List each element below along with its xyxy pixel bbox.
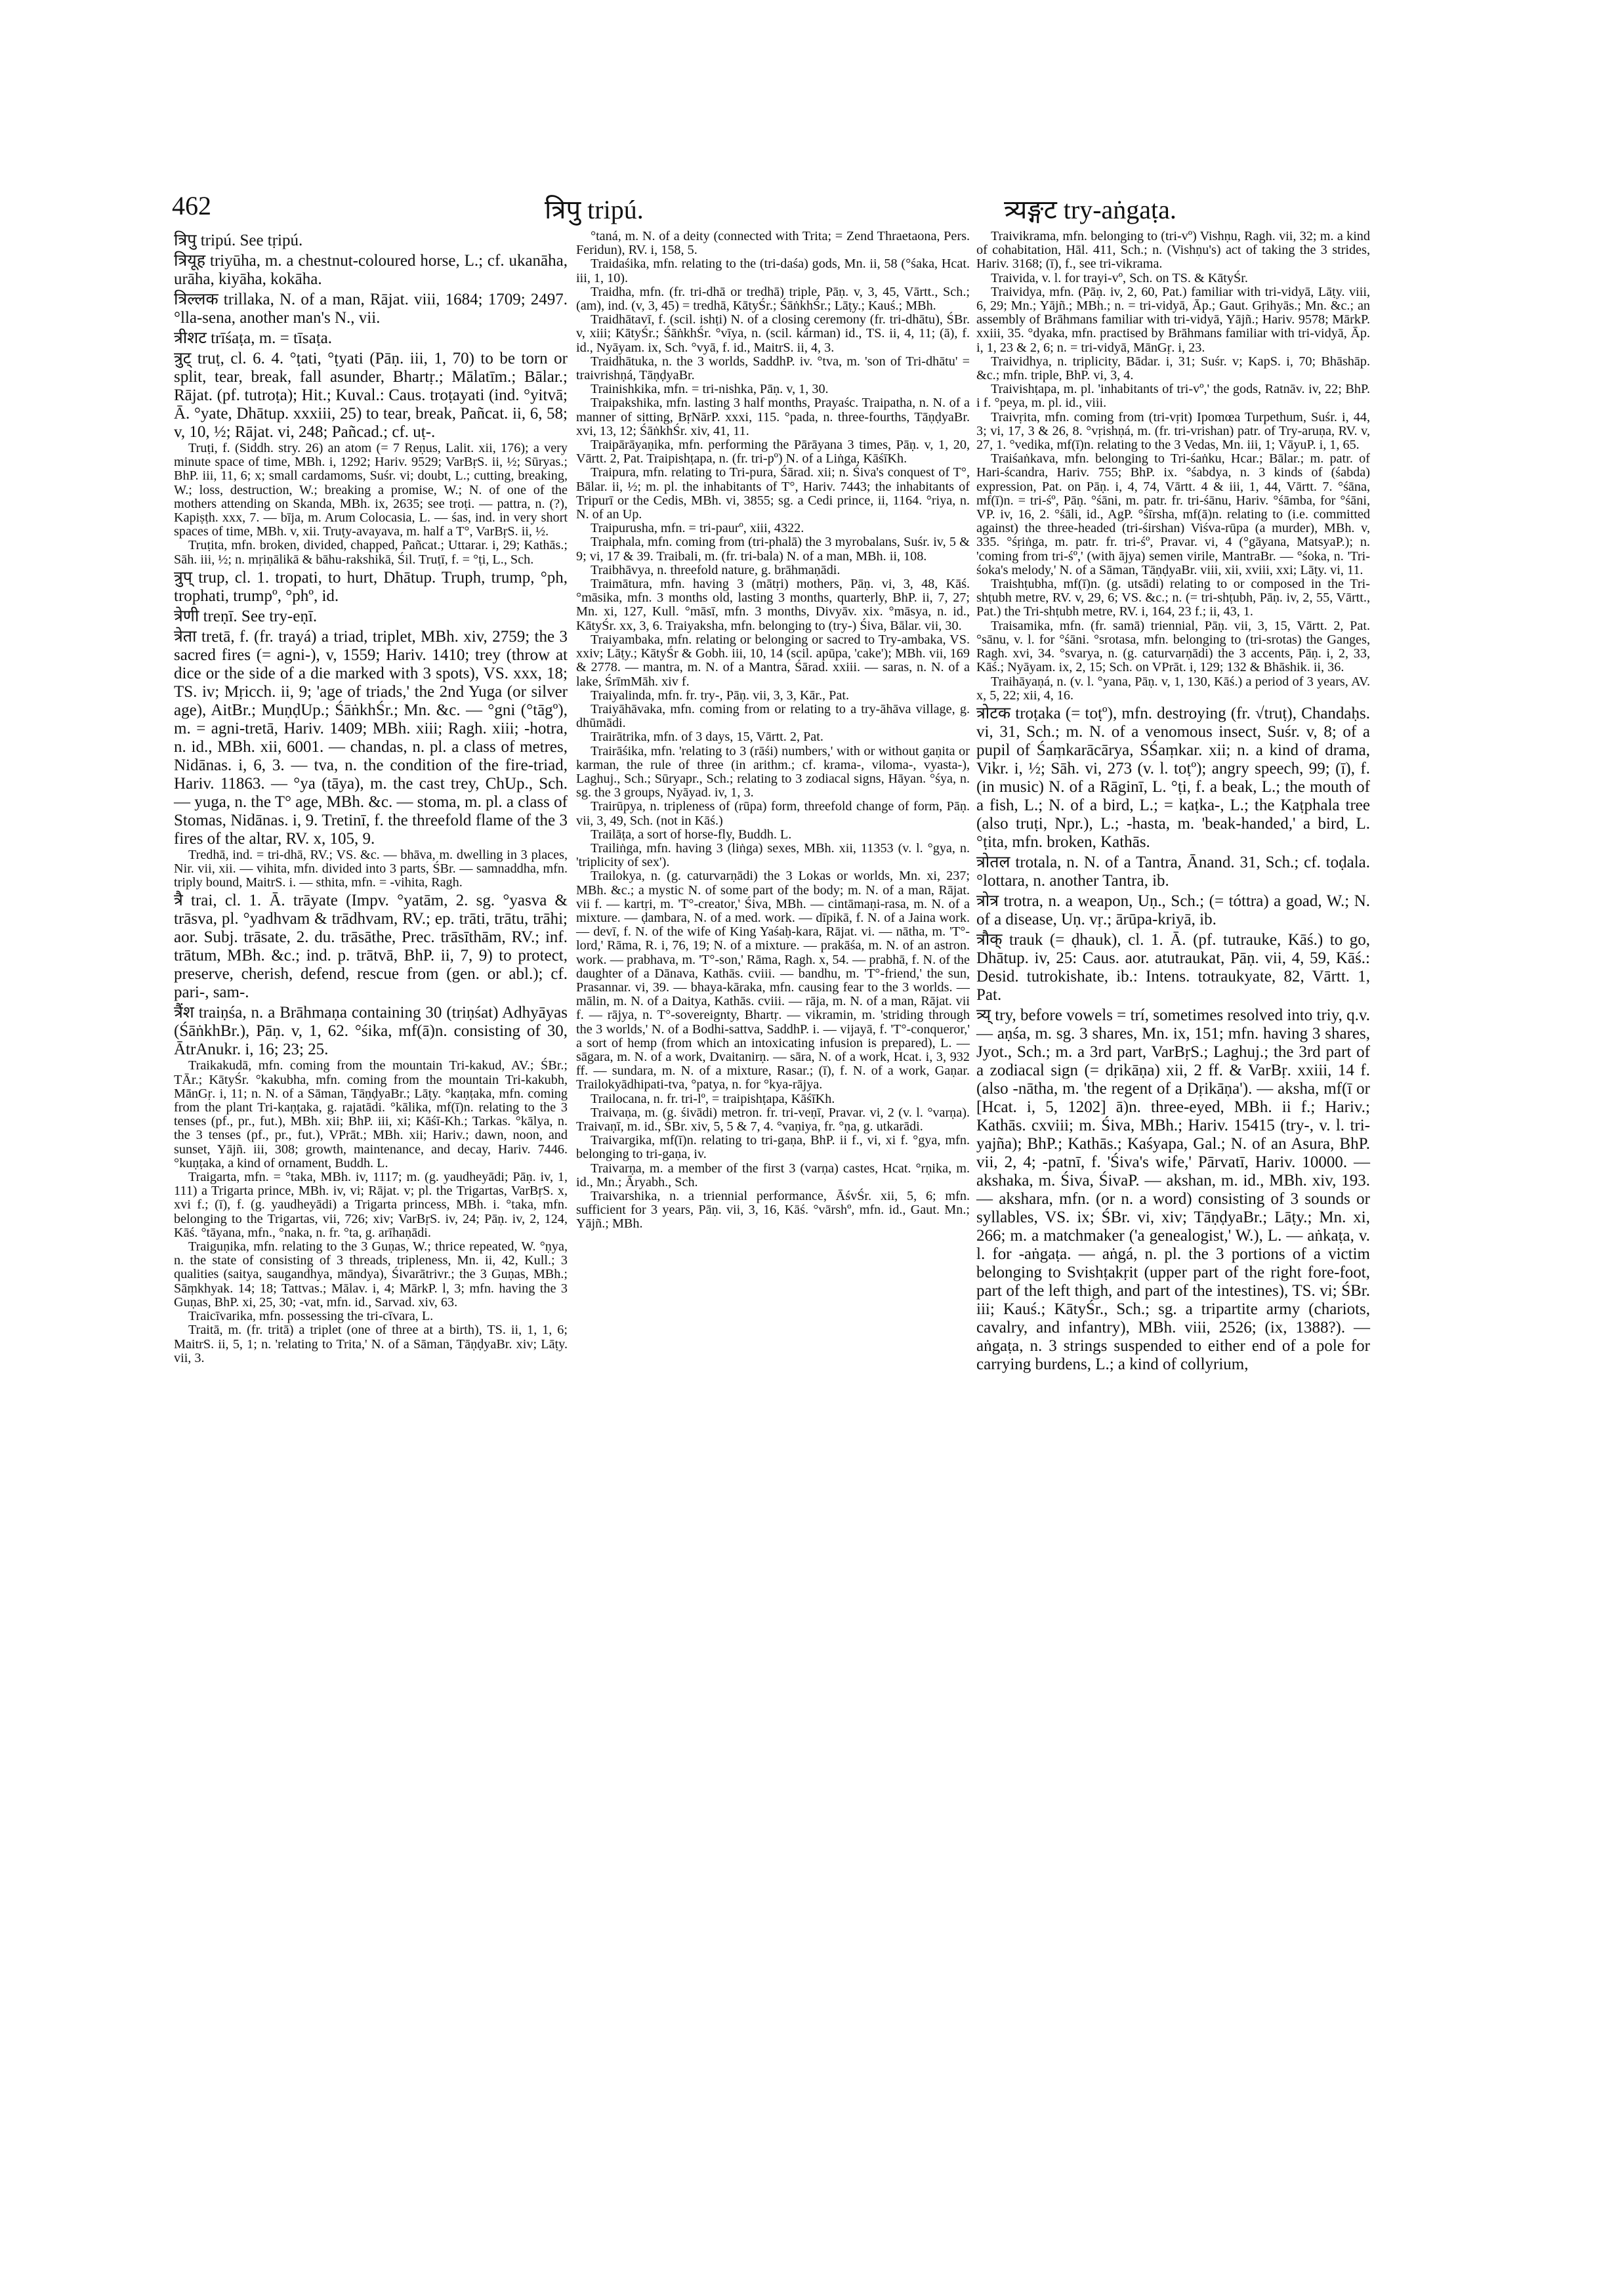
dictionary-entry: Truṭita, mfn. broken, divided, chapped, Pañcat.; Uttarar. i, 29; Kathās.; Sāh. iii, ½; n. mṛiṇālikā & bāhu-rakshikā, Śil. Truṭī, f. = °ṭi, L., Sch. [174,538,568,567]
dictionary-entry: Traisamika, mfn. (fr. samā) triennial, Pāṇ. vii, 3, 15, Vārtt. 2, Pat. °sānu, v. l. for °śāni. °srotasa, mfn. belonging to (tri-srotas) the Ganges, Ragh. xvi, 34. °svarya, n. (g. caturvarṇādi) the 3 accents, Pāṇ. i, 2, 33, Kāś.; Nyāyam. ix, 2, 15; Sch. on VPrāt. i, 129; 132 & Bhāshik. ii, 36. [976,618,1370,675]
dictionary-entry: Traidhātuka, n. the 3 worlds, SaddhP. iv. °tva, m. 'son of Tri-dhātu' = traivrishṇá, TāṇḍyaBr. [576,354,970,383]
dictionary-entry: त्रेणी treṇī. See try-eṇī. [174,607,318,625]
right-guide-word: त्र्यङ्गट try-aṅgaṭa. [1004,195,1176,224]
dictionary-entry: Traiphala, mfn. coming from (tri-phalā) the 3 myrobalans, Suśr. iv, 5 & 9; vi, 17 & 39. Traibali, m. (fr. tri-bala) N. of a man, MBh. ii, 108. [576,535,970,564]
dictionary-entry: Traivaṇa, m. (g. śivādi) metron. fr. tri-veṇī, Pravar. vi, 2 (v. l. °varṇa). Traivaṇī, m. id., ŚBr. xiv, 5, 5 & 7, 4. °vaṇiya, fr. °ṇa, g. utkarādi. [576,1105,970,1134]
page-number: 462 [172,191,211,220]
dictionary-entry: Traihāyaṇá, n. (v. l. °yana, Pāṇ. v, 1, 130, Kāś.) a period of 3 years, AV. x, 5, 22; xii, 4, 16. [976,674,1370,703]
dictionary-entry: Traipura, mfn. relating to Tri-pura, Śārad. xii; n. Śiva's conquest of T°, Bālar. ii, ½; m. pl. the inhabitants of T°, Hariv. 7443; the inhabitants of Tripurī or the Cedis, MBh. vi, 3855; sg. a Cedi prince, ii, 1164. °riya, n. N. of an Up. [576,465,970,522]
dictionary-entry: त्रैंश traiṇśa, n. a Brāhmaṇa containing 30 (triṇśat) Adhyāyas (ŚāṅkhBr.), Pāṇ. v, 1, 62. °śika, mf(ā)n. consisting of 30, ĀtrAnukr. i, 16; 23; 25. [174,1004,568,1059]
dictionary-entry: Traibhāvya, n. threefold nature, g. brāhmaṇādi. [591,562,841,577]
dictionary-entry: Trairātrika, mfn. of 3 days, 15, Vārtt. 2, Pat. [591,730,823,745]
dictionary-entry: Trairāśika, mfn. 'relating to 3 (rāśi) numbers,' with or without gaṇita or karman, the rule of three (in arithm.; cf. krama-, viloma-, vyasta-), Laghuj., Sch.; Sūryapr., Sch.; relating to 3 zodiacal signs, Hāyan. °śya, n. sg. the 3 groups, Nyāyad. iv, 1, 3. [576,743,970,800]
dictionary-entry: त्रोटक troṭaka (= toṭº), mfn. destroying (fr. √truṭ), Chandaḥs. vi, 31, Sch.; m. N. of a venomous insect, Suśr. v, 8; of a pupil of Śaṃkarācārya, SŚaṃkar. xii; n. a kind of drama, Vikr. i, ½; Sāh. vi, 273 (v. l. toṭº); angry speech, 99; (ī), f. (in music) N. of a Rāginī, L. °ṭi, f. a beak, L.; the mouth of a fish, L.; N. of a bird, L.; = kaṭka-, L.; the Kaṭphala tree (also truṭi, Npr.), L.; -hasta, m. 'beak-handed,' a bird, L. °ṭita, mfn. broken, Kathās. [976,704,1370,851]
dictionary-entry: Traicīvarika, mfn. possessing the tri-cīvara, L. [188,1309,434,1324]
dictionary-entry: Traiyāhāvaka, mfn. coming from or relating to a try-āhāva village, g. dhūmādi. [576,701,970,731]
dictionary-entry: त्रिल्लक trillaka, N. of a man, Rājat. viii, 1684; 1709; 2497. °lla-sena, another man's N., vii. [174,291,568,327]
dictionary-entry: त्रिपु tripú. See tṛipú. [174,232,303,249]
dictionary-entry: त्रोत्र trotra, n. a weapon, Uṇ., Sch.; (= tóttra) a goad, W.; N. of a disease, Uṇ. vṛ.; ārūpa-kriyā, ib. [976,892,1370,928]
dictionary-entry: Traipārāyaṇika, mfn. performing the Pārāyana 3 times, Pāṇ. v, 1, 20, Vārtt. 2, Pat. Traipishṭapa, n. (fr. tri-pº) N. of a Liṅga, KāśīKh. [576,438,970,466]
dictionary-entry: Traikakudā, mfn. coming from the mountain Tri-kakud, AV.; ŚBr.; TĀr.; KātyŚr. °kakubha, mfn. coming from the mountain Tri-kakubh, MānGṛ. i, 11; n. N. of a Sāman, TāṇḍyaBr.; Lāṭy. °kaṇṭaka, mfn. coming from the plant Tri-kaṇṭaka, g. rajatādi. °kālika, mf(ī)n. relating to the 3 tenses (pf., pr., fut.), MBh. xii; BhP. iii, xi; Kāśī-Kh.; Tarkas. °kālya, n. the 3 tenses (pf., pr., fut.), VPrāt.; MBh. xii; Hariv.; dawn, noon, and sunset, Yājñ. iii, 308; growth, maintenance, and decay, Hariv. 7446. °kuṇṭaka, a kind of ornament, Buddh. L. [174,1058,568,1170]
dictionary-entry: त्रौक् trauk (= ḍhauk), cl. 1. Ā. (pf. tutrauke, Kāś.) to go, Dhātup. iv, 25: Caus. aor. atutraukat, Pāṇ. vii, 4, 59, Kāś.: Desid. tutrokishate, ib.: Intens. totraukyate, 82, Vārtt. 1, Pat. [976,930,1370,1004]
dictionary-entry: Trairūpya, n. tripleness of (rūpa) form, threefold change of form, Pāṇ. vii, 3, 49, Sch. (not in Kāś.) [576,799,970,828]
dictionary-entry: Trailiṅga, mfn. having 3 (liṅga) sexes, MBh. xii, 11353 (v. l. °gya, n. 'triplicity of sex'). [576,840,970,870]
dictionary-entry: Traishṭubha, mf(ī)n. (g. utsādi) relating to or composed in the Tri-shṭubh metre, RV. v, 29, 6; VS. &c.; n. (= tri-shṭubh, Pāṇ. iv, 2, 55, Vārtt., Pat.) the Tri-shṭubh metre, RV. i, 164, 23 f.; ii, 43, 1. [976,577,1370,619]
dictionary-entry: Traividhya, n. triplicity, Bādar. i, 31; Suśr. v; KapS. i, 70; Bhāshāp. &c.; mfn. triple, BhP. vi, 3, 4. [976,354,1370,383]
dictionary-entry: Traivargika, mf(ī)n. relating to tri-gaṇa, BhP. ii f., vi, xi f. °gya, mfn. belonging to tri-gaṇa, iv. [576,1133,970,1162]
dictionary-entry: Traivishṭapa, m. pl. 'inhabitants of tri-vº,' the gods, Ratnāv. iv, 22; BhP. i f. °peya, m. pl. id., viii. [976,382,1370,411]
dictionary-entry: Trailocana, n. fr. tri-lº, = traipishṭapa, KāśīKh. [591,1091,835,1106]
dictionary-entry: Trailāṭa, a sort of horse-fly, Buddh. L. [591,827,792,842]
dictionary-entry: Traivṛita, mfn. coming from (tri-vṛit) Ipomœa Turpethum, Suśr. i, 44, 3; vi, 17, 3 & 26, 8. °vṛishṇá, m. (fr. tri-vrishan) patr. of Try-aruṇa, RV. v, 27, 1. °vedika, mf(ī)n. relating to the 3 Vedas, Mn. iii, 1; VāyuP. i, 1, 65. [976,409,1370,453]
dictionary-entry: Trainishkika, mfn. = tri-nishka, Pāṇ. v, 1, 30. [591,382,829,397]
dictionary-entry: Traivarṇa, m. a member of the first 3 (varṇa) castes, Hcat. °rṇika, m. id., Mn.; Āryabh., Sch. [576,1161,970,1189]
column-right [976,230,1370,1374]
dictionary-entry: Traigarta, mfn. = °taka, MBh. iv, 1117; m. (g. yaudheyādi; Pāṇ. iv, 1, 111) a Trigarta prince, MBh. iv, vi; Rājat. v; pl. the Trigartas, VarBṛS. x, xvi f.; (ī), f. (g. yaudheyādi) a Trigarta princess, MBh. i. °taka, mfn. belonging to the Trigartas, vii, 726; xiv; VarBṛS. iv, 24; Pāṇ. iv, 2, 124, Kāś. °tāyana, mfn., °naka, n. fr. °ta, g. arīhaṇādi. [174,1170,568,1240]
dictionary-entry: °taná, m. N. of a deity (connected with Trita; = Zend Thraetaona, Pers. Feridun), RV. i, 158, 5. [576,229,970,258]
dictionary-entry: Traiyambaka, mfn. relating or belonging or sacred to Try-ambaka, VS. xxiv; Lāṭy.; KātyŚr & Gobh. iii, 10, 14 (scil. apūpa, 'cake'); MBh. vii, 169 & 2778. — mantra, m. N. of a Mantra, Śārad. xxiii. — saras, n. N. of a lake, ŚrīmMāh. xiv f. [576,632,970,689]
dictionary-entry: Traipakshika, mfn. lasting 3 half months, Prayaśc. Traipatha, n. N. of a manner of sitting, BṛNārP. xxxi, 115. °pada, n. three-fourths, TāṇḍyaBr. xvi, 13, 12; ŚāṅkhŚr. xiv, 41, 11. [576,396,970,438]
dictionary-entry: Traidhātavī, f. (scil. ishṭi) N. of a closing ceremony (fr. tri-dhātu), ŚBr. v, xiii; KātyŚr.; ŚāṅkhŚr. °vīya, n. (scil. kárman) id., TS. ii, 4, 11; (ā), f. id., Nyāyam. ix, Sch. °vyā, f. id., MaitrS. ii, 4, 3. [576,312,970,355]
dictionary-entry: त्रै trai, cl. 1. Ā. trāyate (Impv. °yatām, 2. sg. °yasva & trāsva, pl. °yadhvam & trādhvam, RV.; ep. trāti, trātu, trāhi; aor. Subj. trāsate, 2. du. trāsāthe, Prec. trāsīthām, RV.; inf. trātum, MBh. &c.; ind. p. trātvā, BhP. ii, 7, 9) to protect, preserve, cherish, defend, rescue from (gen. or abl.); cf. pari-, sam-. [174,892,568,1002]
dictionary-entry: त्रुट् truṭ, cl. 6. 4. °ṭati, °ṭyati (Pāṇ. iii, 1, 70) to be torn or split, tear, break, fall asunder, Bhartṛ.; Mālatīm.; Bālar.; Rājat. (pf. tutroṭa); Hit.; Kuval.: Caus. troṭayati (ind. °yitvā; Ā. °yate, Dhātup. xxxiii, 25) to tear, break, Pañcat. ii, 6, 58; v, 10, ½; Rājat. vi, 248; Pañcad.; cf. uṭ-. [174,350,568,441]
dictionary-entry: Traivida, v. l. for trayi-vº, Sch. on TS. & KātyŚr. [991,270,1248,285]
dictionary-entry: Traivarshika, n. a triennial performance, ĀśvŚr. xii, 5, 6; mfn. sufficient for 3 years, Pāṇ. vii, 3, 16, Kāś. °vārshº, mfn. id., Gaut. Mn.; Yājñ.; MBh. [576,1189,970,1231]
dictionary-entry: Traipurusha, mfn. = tri-paurº, xiii, 4322. [591,521,804,536]
dictionary-entry: Traiguṇika, mfn. relating to the 3 Guṇas, W.; thrice repeated, W. °ṇya, n. the state of consisting of 3 threads, tripleness, Mn. ii, 42, Kull.; 3 qualities (saitya, saugandhya, māndya), Śivarātrivr.; the 3 Guṇas, MBh.; Sāṃkhyak. 14; 18; Tattvas.; Mālav. i, 4; MārkP. l, 3; mfn. having the 3 Guṇas, BhP. xi, 25, 30; -vat, mfn. id., Sarvad. xiv, 63. [174,1239,568,1310]
dictionary-entry: Traiśaṅkava, mfn. belonging to Tri-śaṅku, Hcar.; Bālar.; m. patr. of Hari-ścandra, Hariv. 755; BhP. ix. °śabdya, n. 3 kinds of (śabda) expression, Pat. on Pāṇ. i, 4, 74, Vārtt. 4 & iii, 1, 44, Vārtt. 7. °śāna, mf(ī)n. = tri-śº, Pāṇ. °śāni, m. patr. fr. tri-śānu, Hariv. °śāmba, for °śāni, VP. iv, 16, 2. °śāli, id., AgP. °śīrsha, mf(ā)n. relating to (i.e. committed against) the three-headed (tri-śirshan) Viśva-rūpa (a murder), MBh. v, 335. °śṛiṅga, m. patr. fr. tri-śº, Pravar. vi, 4 (°gāyana, MatsyaP.); n. 'coming from tri-śº,' (with ājya) semen virile, MantraBr. — °śoka, n. 'Tri-śoka's melody,' N. of a Sāman, TāṇḍyaBr. viii, xii, xviii, xxi; Lāṭy. vi, 11. [976,451,1370,577]
dictionary-entry: त्रोतल trotala, n. N. of a Tantra, Ānand. 31, Sch.; cf. toḍala. °lottara, n. another Tantra, ib. [976,853,1370,890]
column-middle [576,230,970,1231]
dictionary-entry: Tredhā, ind. = tri-dhā, RV.; VS. &c. — bhāva, m. dwelling in 3 places, Nir. vii, xii. — vihita, mfn. divided into 3 parts, ŚBr. — samnaddha, mfn. triply bound, MaitrS. i. — sthita, mfn. = -vihita, Ragh. [174,847,568,890]
column-left [174,230,568,1365]
dictionary-entry: Traimātura, mfn. having 3 (mātṛi) mothers, Pāṇ. vi, 3, 48, Kāś. °māsika, mfn. 3 months old, lasting 3 months, quarterly, BhP. ii, 7, 27; Mn. xi, 127, Kull. °māsī, mfn. 3 months, Divyāv. xix. °māsya, n. id., KātyŚr. xx, 3, 6. Traiyaksha, mfn. belonging to (try-) Śiva, Bālar. vii, 30. [576,577,970,633]
dictionary-entry: त्र्य् try, before vowels = trí, sometimes resolved into triy, q.v. — aṇśa, m. sg. 3 shares, Mn. ix, 151; mfn. having 3 shares, Jyot., Sch.; m. a 3rd part, VarBṛS.; Laghuj.; the 3rd part of a zodiacal sign (= dṛikāṇa) xii, 2 ff. & VarBṛ. xxiii, 14 f. (also -nātha, m. 'the regent of a Dṛikāṇa'). — aksha, mf(ī or [Hcat. i, 5, 1202] ā)n. three-eyed, MBh. ii f.; Hariv.; Kathās. cxviii; m. Śiva, MBh.; Hariv. 15415 (try-, v. l. tri-yajña); BhP.; Kathās.; Kaśyapa, Gal.; N. of an Asura, BhP. vii, 2, 4; -patnī, f. 'Śiva's wife,' Pārvatī, Hariv. 10000. — akshaka, m. Śiva, ŚivaP. — akshan, m. id., MBh. xiv, 193. — akshara, mfn. (or n. a word) consisting of 3 sounds or syllables, VS. ix; ŚBr. vi, xiv; TāṇḍyaBr.; Lāṭy.; Mn. xi, 266; m. a matchmaker ('a genealogist,' W.), L. — aṅkaṭa, v. l. for -aṅgaṭa. — aṅgá, n. pl. the 3 portions of a victim belonging to Svishṭakṛit (upper part of the right fore-foot, part of the left thigh, and part of the intestines), TS. vi; ŚBr. iii; Kauś.; KātyŚr., Sch.; sg. a tripartite army (chariots, cavalry, and infantry), MBh. viii, 2526; (ix, 1388?). — aṅgaṭa, n. 3 strings suspended to either end of a pole for carrying burdens, L.; a kind of collyrium, [976,1006,1370,1373]
left-guide-word: त्रिपु tripú. [545,195,644,224]
dictionary-entry: त्रुप् trup, cl. 1. tropati, to hurt, Dhātup. Truph, trump, °ph, trophati, trumpº, °phº, id. [174,568,568,605]
dictionary-entry: Traiyalinda, mfn. fr. try-, Pāṇ. vii, 3, 3, Kār., Pat. [591,688,849,703]
dictionary-entry: त्रीशट trīśaṭa, m. = tīsaṭa. [174,329,333,347]
dictionary-entry: Truṭi, f. (Siddh. stry. 26) an atom (= 7 Reṇus, Lalit. xii, 176); a very minute space of time, MBh. i, 1292; Hariv. 9529; VarBṛS. ii, ½; Sūryas.; BhP. iii, 11, 6; x; small cardamoms, Suśr. vi; doubt, L.; cutting, breaking, W.; loss, destruction, W.; breaking a promise, W.; N. of one of the mothers attending on Skanda, MBh. ix, 2635; see troṭi. — pattra, n. (?), Kapiṣṭh. xxx, 7. — bīja, m. Arum Colocasia, L. — śas, ind. in very short spaces of time, MBh. v, xii. Truṭy-avayava, m. half a T°, VarBṛS. ii, ½. [174,441,568,539]
dictionary-entry: Traidha, mfn. (fr. tri-dhā or tredhā) triple, Pāṇ. v, 3, 45, Vārtt., Sch.; (am), ind. (v, 3, 45) = tredhā, KātyŚr.; ŚāṅkhŚr.; Lāṭy.; Kauś.; MBh. [576,284,970,314]
dictionary-entry: त्रियूह triyūha, m. a chestnut-coloured horse, L.; cf. ukanāha, urāha, kiyāha, kokāha. [174,252,568,288]
dictionary-entry: Traitā, m. (fr. tritā) a triplet (one of three at a birth), TS. ii, 1, 1, 6; MaitrS. ii, 5, 1; n. 'relating to Trita,' N. of a Sāman, TāṇḍyaBr. xiv; Lāṭy. vii, 3. [174,1323,568,1365]
dictionary-entry: Traividya, mfn. (Pāṇ. iv, 2, 60, Pat.) familiar with tri-vidyā, Lāṭy. viii, 6, 29; Mn.; Yājñ.; MBh.; n. = tri-vidyā, Āp.; Gaut. Gṛihyās.; Mn. &c.; an assembly of Brāhmans familiar with tri-vidyā, Yājñ.; Hariv. 9578; MārkP. xxiii, 35. °dyaka, mfn. practised by Brāhmans familiar with tri-vidyā, Āp. i, 1, 23 & 2, 6; n. = tri-vidyā, MānGṛ. i, 23. [976,284,1370,355]
dictionary-entry: Traivikrama, mfn. belonging to (tri-vº) Vishṇu, Ragh. vii, 32; m. a kind of cohabitation, Hāl. 411, Sch.; n. (Vishṇu's) act of taking the 3 strides, Hariv. 3168; (ī), f., see tri-vikrama. [976,229,1370,272]
dictionary-entry: त्रेता tretā, f. (fr. trayá) a triad, triplet, MBh. xiv, 2759; the 3 sacred fires (= agni-), v, 1559; Hariv. 1410; trey (throw at dice or the side of a die marked with 3 spots), VS. xxx, 18; TS. iv; Mṛicch. ii, 9; 'age of triads,' the 2nd Yuga (or silver age), AitBr.; MuṇḍUp.; ŚāṅkhŚr.; Mn. &c. — °gni (°tāgº), m. = agni-tretā, Hariv. 1409; MBh. xiii; Ragh. xiii; -hotra, n. id., MBh. xii, 6001. — chandas, n. pl. a class of metres, Nidānas. i, 6, 3. — tva, n. the condition of the fire-triad, Hariv. 11863. — °ya (tāya), m. the cast trey, ChUp., Sch. — yuga, n. the T° age, MBh. &c. — stoma, m. pl. a class of Stomas, Nidānas. i, 9. Tretinī, f. the threefold flame of the 3 fires of the altar, RV. x, 105, 9. [174,627,568,848]
dictionary-entry: Trailokya, n. (g. caturvarṇādi) the 3 Lokas or worlds, Mn. xi, 237; MBh. &c.; a mystic N. of some part of the body; m. N. of a man, Rājat. vii f. — kartṛi, m. 'T°-creator,' Śiva, MBh. — cintāmaṇi-rasa, m. N. of a mixture. — ḍambara, N. of a med. work. — dīpikā, f. N. of a Jaina work. — devī, f. N. of the wife of King Yaśaḥ-kara, Rājat. vi. — nātha, m. 'T°-lord,' Rāma, R. i, 76, 19; N. of a mixture. — prakāśa, m. N. of an astron. work. — prabhava, m. 'T°-son,' Rāma, Ragh. x, 54. — prabhā, f. N. of the daughter of a Dānava, Kathās. cviii. — bandhu, m. 'T°-friend,' the sun, Prasannar. vi, 39. — bhaya-kāraka, mfn. causing fear to the 3 worlds. — mālin, m. N. of a Daitya, Kathās. cviii. — rāja, m. N. of a man, Rājat. vii f. — rājya, n. T°-sovereignty, Bhartṛ. — vikramin, m. 'striding through the 3 worlds,' N. of a Bodhi-sattva, SaddhP. i. — vijayā, f. 'T°-conqueror,' a sort of hemp (from which an intoxicating infusion is prepared), L. — sāgara, m. N. of a work, Dvaitanirṇ. — sāra, N. of a work, Hcat. i, 3, 932 ff. — sundara, m. N. of a mixture, Rasar.; (ī), f. N. of a work, Gaṇar. Trailokyādhipati-tva, °patya, n. for °kya-rājya. [576,869,970,1092]
dictionary-entry: Traidaśika, mfn. relating to the (tri-daśa) gods, Mn. ii, 58 (°śaka, Hcat. iii, 1, 10). [576,257,970,285]
